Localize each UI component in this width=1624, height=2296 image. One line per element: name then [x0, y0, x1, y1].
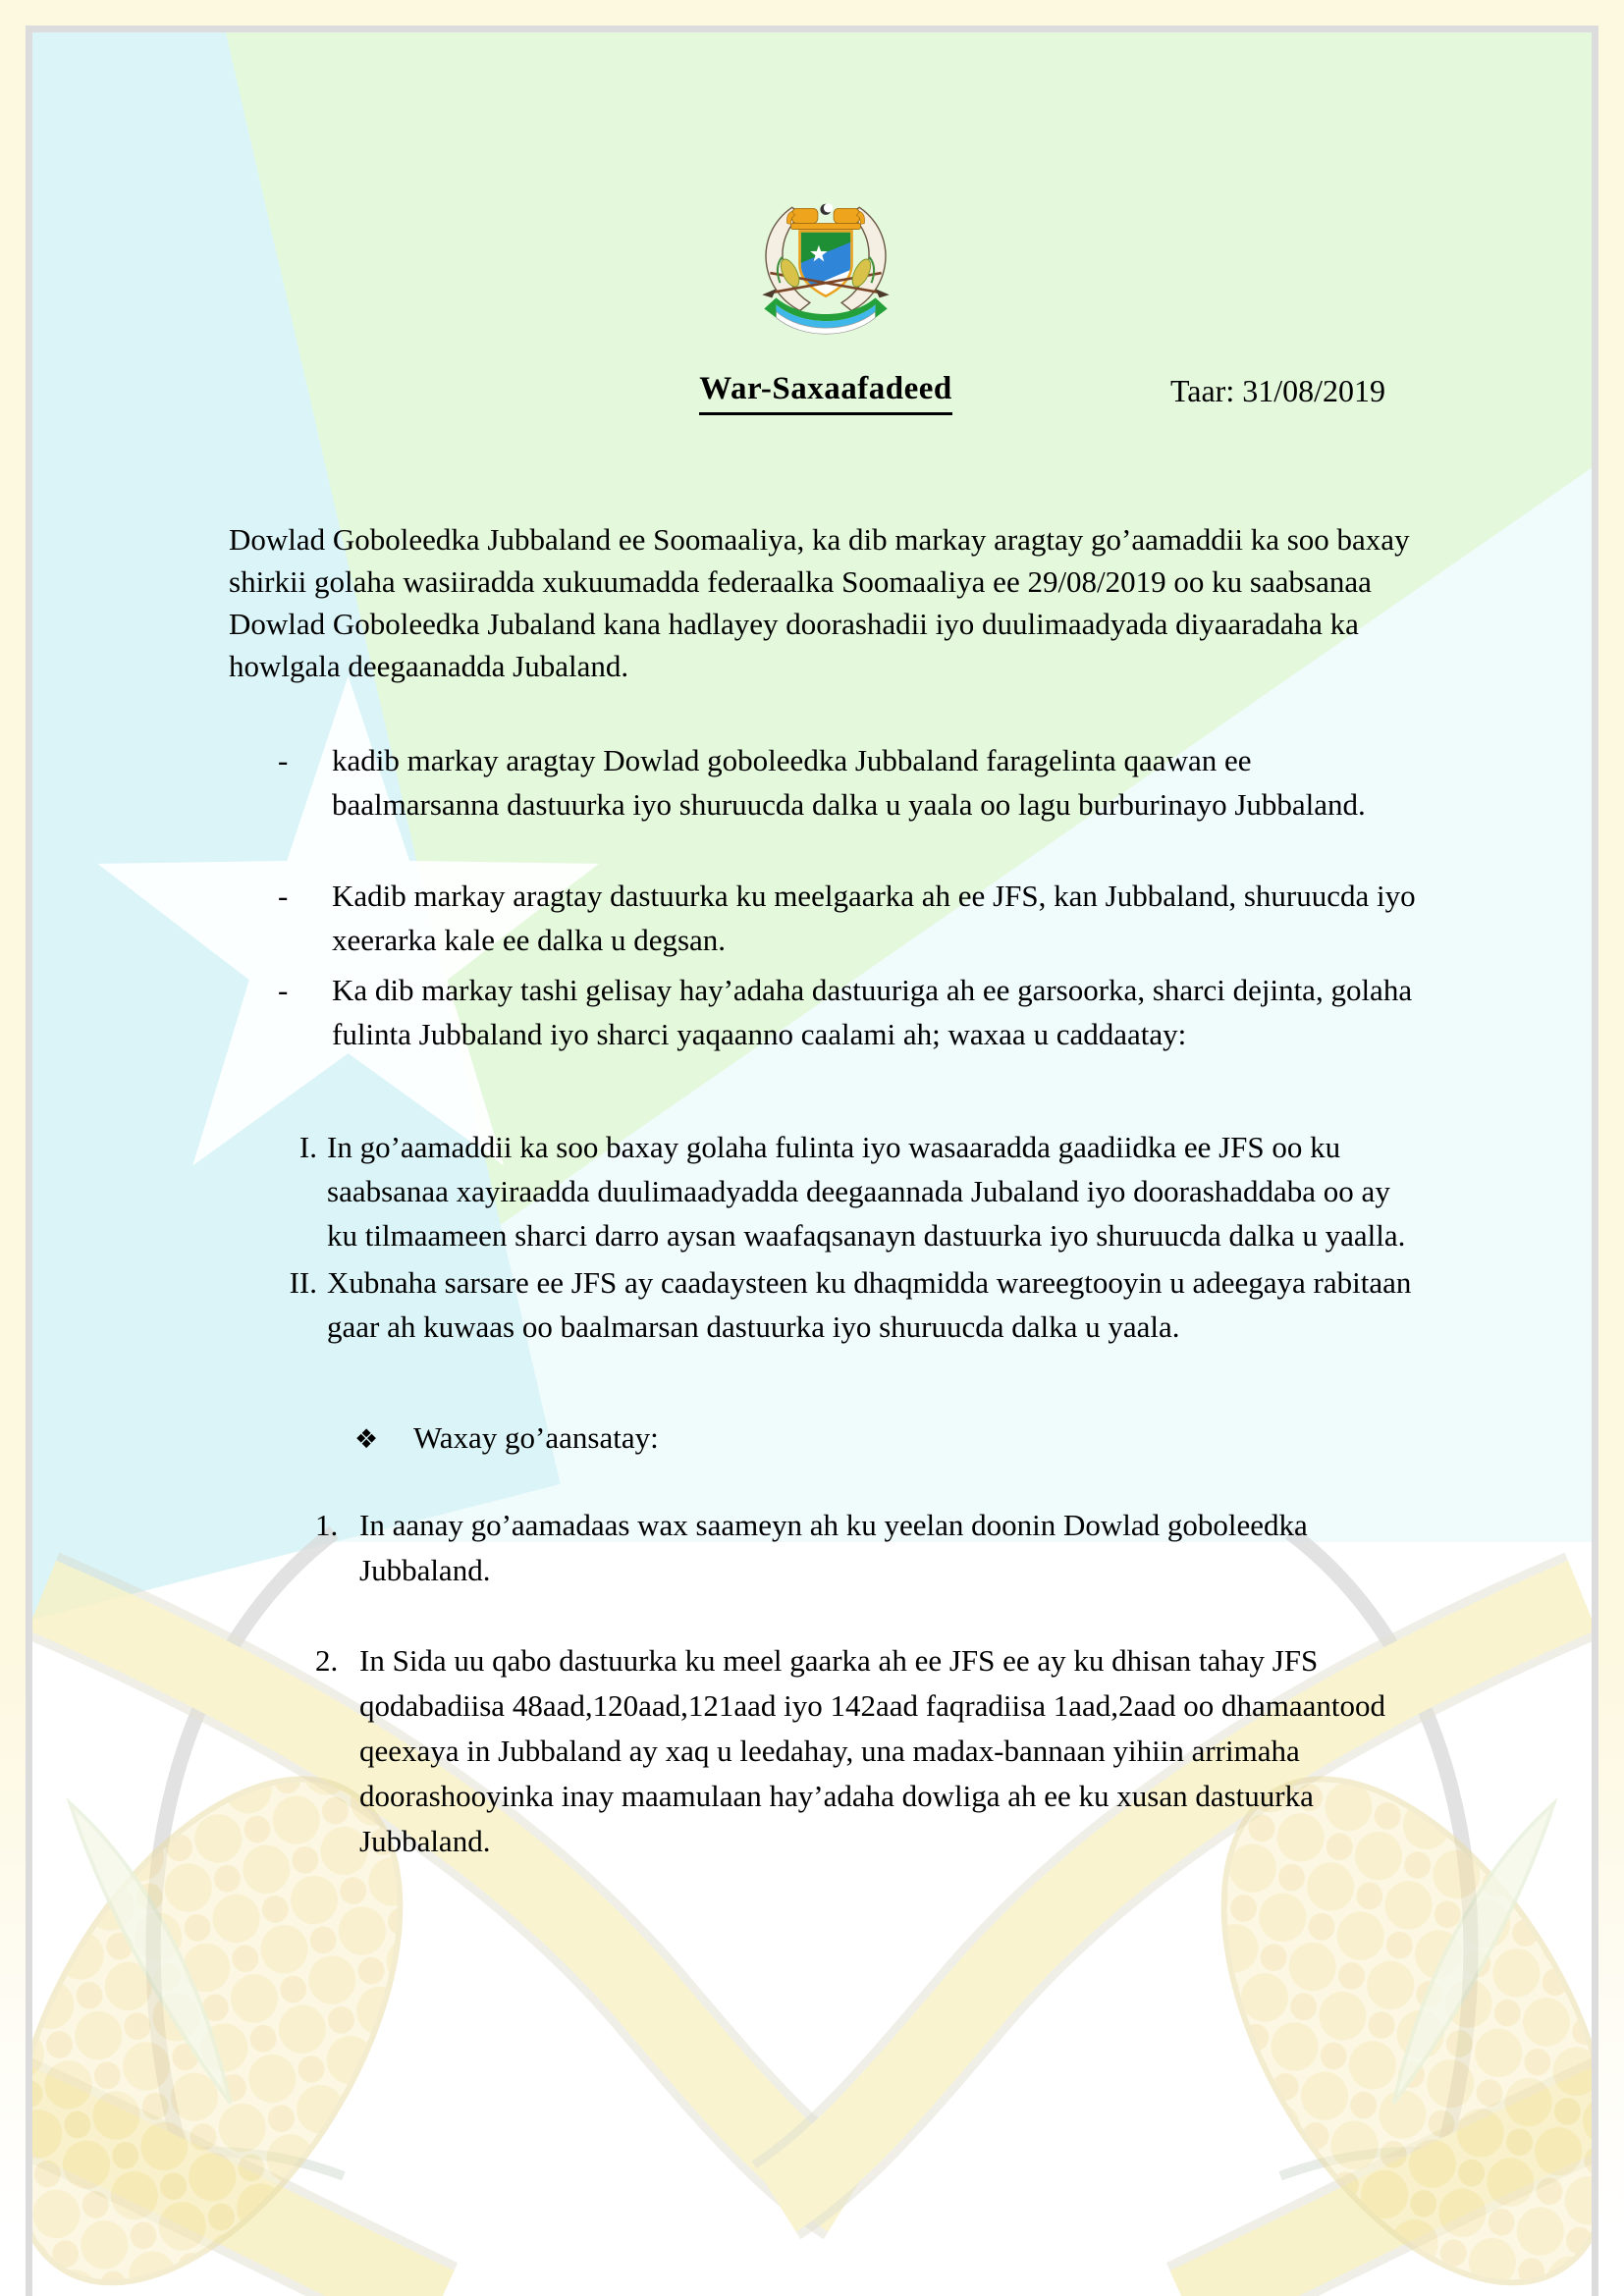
- roman-numeral: II.: [289, 1265, 317, 1300]
- document-card: [26, 26, 1598, 2296]
- list-item: [229, 1638, 1423, 1864]
- list-number: 1.: [315, 1508, 339, 1542]
- dash-bullet: -: [278, 973, 289, 1007]
- list-item-text: In aanay go’aamadaas wax saameyn ah ku yeelan doonin Dowlad goboleedka Jubbaland.: [359, 1508, 1308, 1587]
- decision-heading: [229, 1415, 1423, 1460]
- list-item: [229, 1503, 1423, 1593]
- intro-paragraph: Dowlad Goboleedka Jubbaland ee Soomaaliya, ka dib markay aragtay go’aamaddii ka soo baxay shirkii golaha wasiiradda xukuumadda federaalka Soomaaliya ee 29/08/2019 oo ku saabsanaa Dowlad Goboleedka Jubaland kana hadlayey doorashadii iyo duulimaadyada diyaaradaha ka howlgala deegaanadda Jubaland.: [229, 522, 1410, 683]
- diamond-bullet-icon: ❖: [354, 1424, 379, 1455]
- roman-list: [229, 1125, 1423, 1349]
- dash-list: [229, 738, 1423, 1056]
- emblem-container: [229, 197, 1423, 342]
- list-item: [229, 874, 1423, 962]
- list-item-text: Ka dib markay tashi gelisay hay’adaha dastuuriga ah ee garsoorka, sharci dejinta, golaha fulinta Jubbaland iyo sharci yaqaanno caalami ah; waxaa u caddaatay:: [332, 973, 1413, 1051]
- emblem-bar: [791, 224, 861, 230]
- page-title: War-Saxaafadeed: [699, 367, 951, 415]
- list-item: [229, 1260, 1423, 1349]
- list-item: [229, 968, 1423, 1056]
- list-item-text: Kadib markay aragtay dastuurka ku meelgaarka ah ee JFS, kan Jubbaland, shuruucda iyo xeerarka kale ee dalka u degsan.: [332, 879, 1416, 957]
- elephant-icons: [786, 203, 864, 224]
- decision-heading-text: Waxay go’aansatay:: [413, 1420, 659, 1455]
- list-item: [229, 738, 1423, 827]
- document-content: [32, 197, 1592, 1864]
- list-number: 2.: [315, 1643, 339, 1678]
- list-item-text: Xubnaha sarsare ee JFS ay caadaysteen ku dhaqmidda wareegtooyin u adeegaya rabitaan gaar ah kuwaas oo baalmarsan dastuurka iyo shuruucda dalka u yaala.: [327, 1265, 1412, 1344]
- ribbon-icon: [764, 297, 887, 334]
- list-item-text: In go’aamaddii ka soo baxay golaha fulinta iyo wasaaradda gaadiidka ee JFS oo ku saabsanaa xayiraadda duulimaadyadda deegaannada Jubaland iyo doorashaddaba oo ay ku tilmaameen sharci darro aysan waafaqsanayn dastuurka iyo shuruucda dalka u yaalla.: [327, 1130, 1406, 1253]
- roman-numeral: I.: [298, 1130, 317, 1164]
- numbered-list: [229, 1503, 1423, 1864]
- title-row: [229, 367, 1423, 422]
- list-item-text: kadib markay aragtay Dowlad goboleedka Jubbaland faragelinta qaawan ee baalmarsanna dastuurka iyo shuruucda dalka u yaala oo lagu burburinayo Jubbaland.: [332, 743, 1366, 822]
- date-label: Taar: 31/08/2019: [1169, 373, 1385, 408]
- dash-bullet: -: [278, 743, 289, 777]
- crescent-icon: [824, 203, 833, 212]
- list-item-text: In Sida uu qabo dastuurka ku meel gaarka ah ee JFS ee ay ku dhisan tahay JFS qodabadiisa 48aad,120aad,121aad iyo 142aad faqradiisa 1aad,2aad oo dhamaantood qeexaya in Jubbaland ay xaq u leedahay, una madax-bannaan yihiin arrimaha doorashooyinka inay maamulaan hay’adaha dowliga ah ee ku xusan dastuurka Jubbaland.: [359, 1643, 1386, 1858]
- jubaland-coat-of-arms: [736, 197, 915, 337]
- list-item: [229, 1125, 1423, 1257]
- dash-bullet: -: [278, 879, 289, 913]
